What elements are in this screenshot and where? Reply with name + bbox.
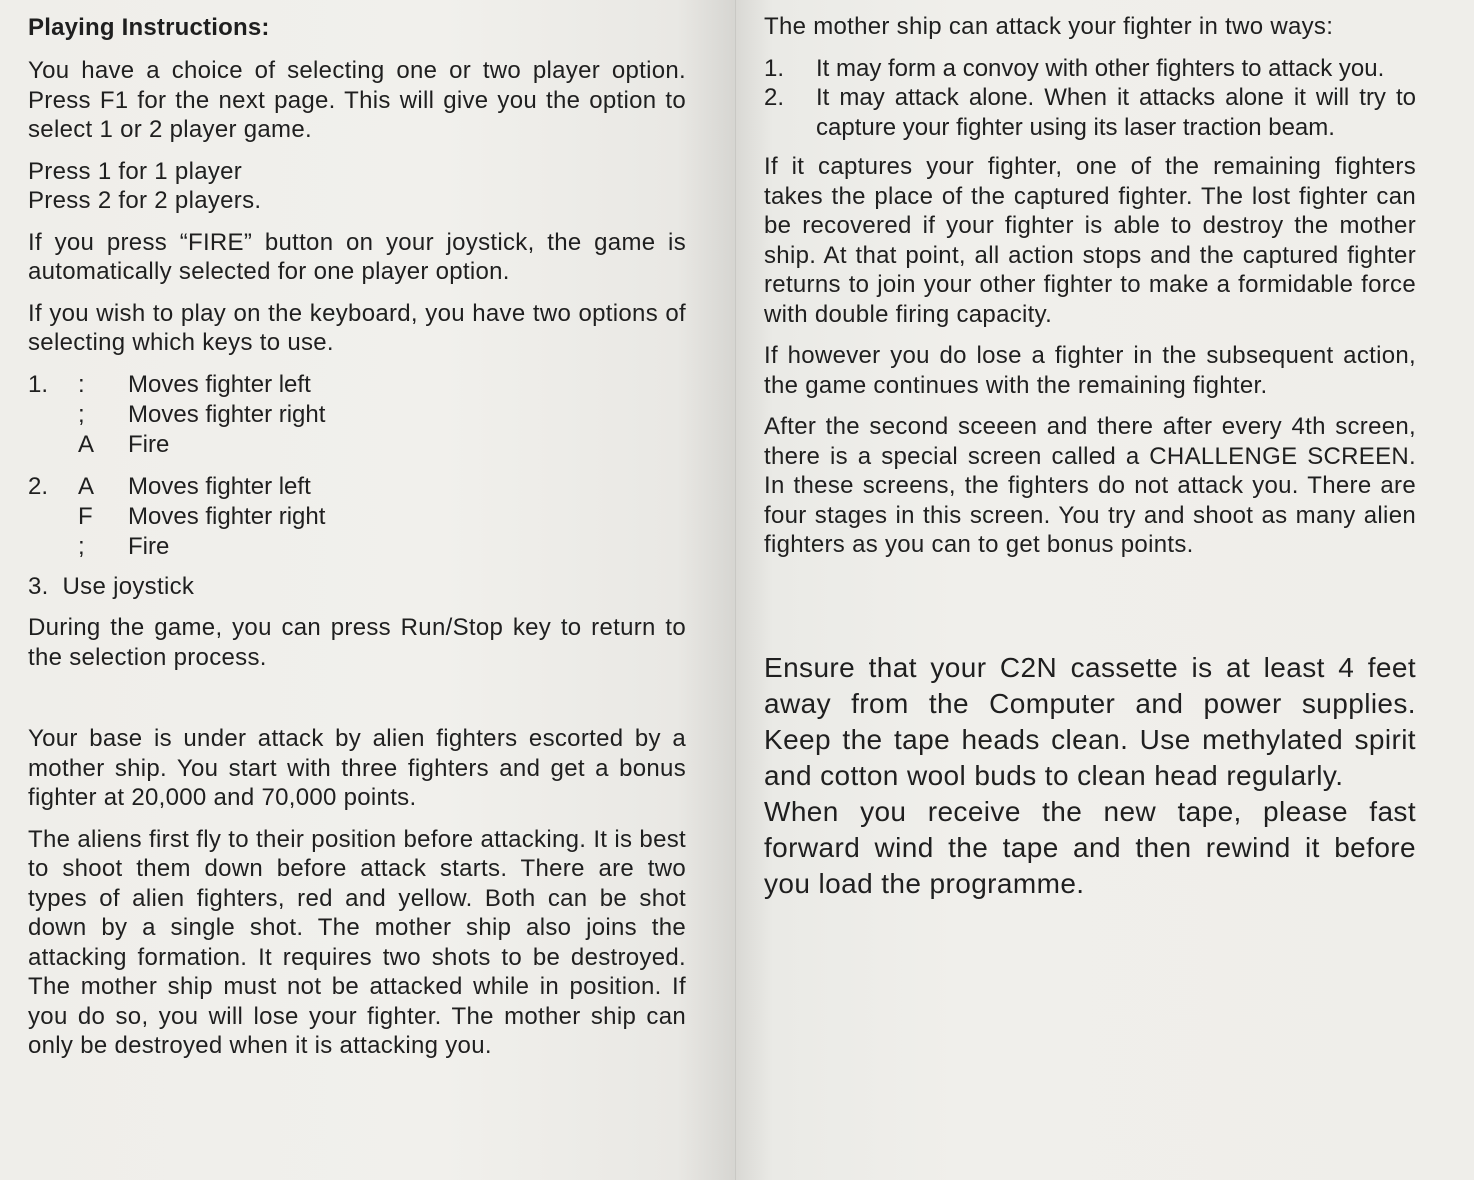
option-action: Moves fighter left [128, 370, 311, 398]
option-key: : [78, 370, 85, 398]
option-key: A [78, 430, 95, 458]
fire-button-paragraph: If you press “FIRE” button on your joystick, the game is automatically selected for one player option. [28, 228, 686, 285]
option-3-joystick: 3. Use joystick [28, 572, 195, 600]
keyboard-option-2 [28, 472, 686, 562]
option-action: Moves fighter right [128, 502, 326, 530]
option-key: ; [78, 400, 85, 428]
option-key: F [78, 502, 93, 530]
keyboard-option-1 [28, 370, 686, 460]
lose-fighter-paragraph: If however you do lose a fighter in the subsequent action, the game continues with the remaining fighter. [764, 342, 1416, 399]
option-action: Fire [128, 532, 170, 560]
attack-ways-list [764, 54, 1416, 143]
press-2-line: Press 2 for 2 players. [28, 187, 262, 214]
aliens-paragraph: The aliens first fly to their position before attacking. It is best to shoot them down before attack starts. There are two types of alien fighters, red and yellow. Both can be shot down by a single shot. The mother ship also joins the attacking formation. It requires two shots to be destroyed. The mother ship must not be attacked while in position. If you do so, you will lose your fighter. The mother ship can only be destroyed when it is attacking you. [28, 825, 686, 1059]
cassette-paragraph: Ensure that your C2N cassette is at least 4 feet away from the Computer and power supplies. Keep the tape heads clean. Use methylated spirit and cotton wool buds to clean head regularly. [764, 651, 1416, 791]
option-number: 2. [28, 472, 49, 500]
list-text: It may attack alone. When it attacks alone it will try to capture your fighter using its laser traction beam. [816, 84, 1416, 141]
cassette-notes [764, 650, 1416, 902]
right-page [736, 0, 1474, 1180]
list-number: 1. [764, 54, 785, 82]
base-attack-paragraph: Your base is under attack by alien fighters escorted by a mother ship. You start with three fighters and get a bonus fighter at 20,000 and 70,000 points. [28, 725, 686, 811]
list-text: It may form a convoy with other fighters to attack you. [816, 54, 1385, 82]
option-number: 1. [28, 370, 49, 398]
option-action: Moves fighter left [128, 472, 311, 500]
option-action: Moves fighter right [128, 400, 326, 428]
capture-paragraph: If it captures your fighter, one of the remaining fighters takes the place of the captured fighter. The lost fighter can be recovered if your fighter is able to destroy the mother ship. At that point, all action stops and the captured fighter returns to join your other fighter to make a formidable force with double firing capacity. [764, 153, 1416, 328]
mother-ship-ways-paragraph: The mother ship can attack your fighter in two ways: [764, 13, 1334, 40]
press-1-line: Press 1 for 1 player [28, 157, 243, 185]
new-tape-paragraph: When you receive the new tape, please fast forward wind the tape and then rewind it before you load the programme. [764, 795, 1416, 899]
left-page [0, 0, 736, 1180]
keyboard-options-paragraph: If you wish to play on the keyboard, you have two options of selecting which keys to use. [28, 299, 686, 356]
player-choice-paragraph: You have a choice of selecting one or two player option. Press F1 for the next page. This will give you the option to select 1 or 2 player game. [28, 57, 686, 143]
playing-instructions-heading: Playing Instructions: [28, 14, 270, 41]
list-number: 2. [764, 84, 785, 111]
option-key: A [78, 472, 95, 500]
option-key: ; [78, 532, 85, 560]
challenge-screen-paragraph: After the second sceeen and there after every 4th screen, there is a special screen called a CHALLENGE SCREEN. In these screens, the fighters do not attack you. There are four stages in this screen. You try and shoot as many alien fighters as you can to get bonus points. [764, 413, 1416, 558]
option-action: Fire [128, 430, 170, 458]
run-stop-paragraph: During the game, you can press Run/Stop key to return to the selection process. [28, 614, 686, 671]
list-item [764, 83, 1416, 142]
list-item [764, 54, 1416, 84]
